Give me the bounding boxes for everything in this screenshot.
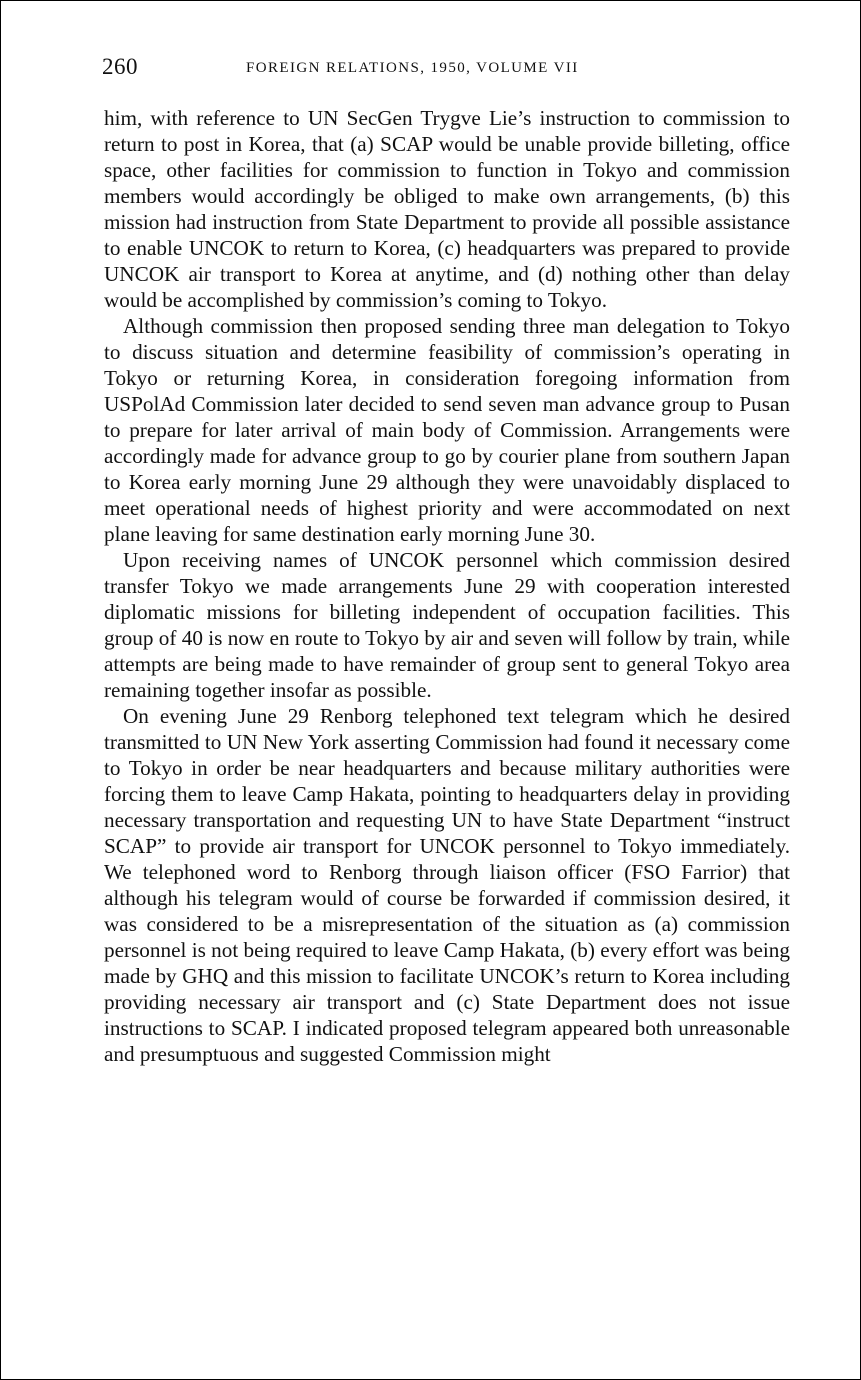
page-number: 260 (102, 54, 138, 79)
paragraph-1: him, with reference to UN SecGen Trygve Lie’s instruction to commission to return to post in Korea, that (a) SCAP would be unable provide billeting, office space, other facilities for commission to function in Tokyo and commission members would accordingly be obliged to make own arrangements, (b) this mission had instruction from State Department to provide all possible assistance to enable UNCOK to return to Korea, (c) headquarters was prepared to provide UNCOK air transport to Korea at anytime, and (d) nothing other than delay would be accomplished by commission’s coming to Tokyo. (104, 106, 790, 312)
paragraph-4: On evening June 29 Renborg telephoned text telegram which he desired transmitted to UN New York asserting Commission had found it necessary come to Tokyo in order be near headquarters and because military authorities were forcing them to leave Camp Hakata, pointing to headquarters delay in providing necessary transportation and requesting UN to have State Department “instruct SCAP” to provide air transport for UNCOK personnel to Tokyo immediately. We telephoned word to Renborg through liaison officer (FSO Farrior) that although his telegram would of course be forwarded if commission desired, it was considered to be a misrepresentation of the situation as (a) commission personnel is not being required to leave Camp Hakata, (b) every effort was being made by GHQ and this mission to facilitate UNCOK’s return to Korea including providing necessary air transport and (c) State Department does not issue instructions to SCAP. I indicated proposed telegram appeared both unreasonable and presumptuous and suggested Commission might (104, 704, 790, 1066)
paragraph-2: Although commission then proposed sending three man delegation to Tokyo to discuss situation and determine feasibility of commission’s operating in Tokyo or returning Korea, in consideration foregoing information from USPolAd Commission later decided to send seven man advance group to Pusan to prepare for later arrival of main body of Commission. Arrangements were accordingly made for advance group to go by courier plane from southern Japan to Korea early morning June 29 although they were unavoidably displaced to meet operational needs of highest priority and were accommodated on next plane leaving for same destination early morning June 30. (104, 314, 790, 546)
body-text (104, 105, 790, 1067)
page-header (102, 54, 792, 86)
running-head: FOREIGN RELATIONS, 1950, VOLUME VII (246, 60, 579, 76)
paragraph-3: Upon receiving names of UNCOK personnel which commission desired transfer Tokyo we made arrangements June 29 with cooperation interested diplomatic missions for billeting independent of occupation facilities. This group of 40 is now en route to Tokyo by air and seven will follow by train, while attempts are being made to have remainder of group sent to general Tokyo area remaining together insofar as possible. (104, 548, 790, 702)
